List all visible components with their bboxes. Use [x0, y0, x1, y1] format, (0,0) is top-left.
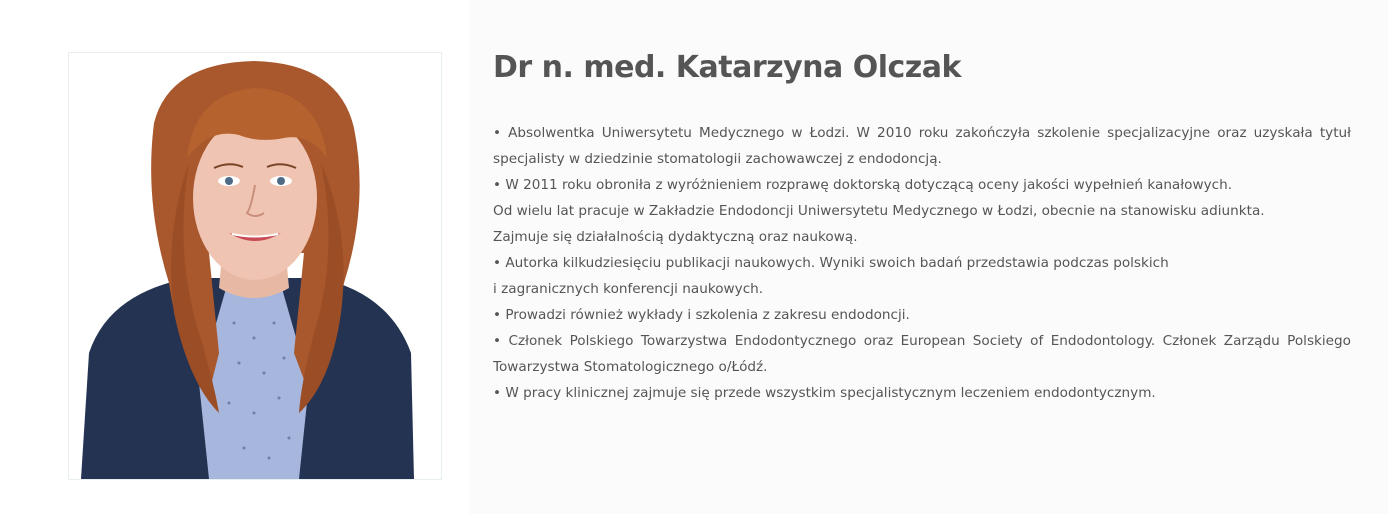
bio-line: • W pracy klinicznej zajmuje się przede wszystkim specjalistycznym leczeniem endodontycznym.	[493, 385, 1156, 401]
portrait-illustration	[69, 53, 441, 479]
bio-line: • Absolwentka Uniwersytetu Medycznego w Łodzi. W 2010 roku zakończyła szkolenie specjalizacyjne oraz uzyskała tytuł specjalisty w dziedzinie stomatologii zachowawczej z endodoncją.	[493, 125, 1351, 167]
bio-line: Zajmuje się działalnością dydaktyczną oraz naukową.	[493, 229, 858, 245]
bio-line: • Prowadzi również wykłady i szkolenia z zakresu endodoncji.	[493, 307, 910, 323]
bio-line: i zagranicznych konferencji naukowych.	[493, 281, 764, 297]
bio-line: • W 2011 roku obroniła z wyróżnieniem rozprawę doktorską dotyczącą oceny jakości wypełnień kanałowych.	[493, 177, 1233, 193]
bio-text	[493, 120, 1351, 406]
photo-column	[0, 0, 469, 514]
bio-line: Od wielu lat pracuje w Zakładzie Endodoncji Uniwersytetu Medycznego w Łodzi, obecnie na stanowisku adiunkta.	[493, 203, 1265, 219]
doctor-photo	[68, 52, 442, 480]
bio-line: • Członek Polskiego Towarzystwa Endodontycznego oraz European Society of Endodontology. Członek Zarządu Polskiego Towarzystwa Stomatologicznego o/Łódź.	[493, 333, 1351, 375]
bio-line: • Autorka kilkudziesięciu publikacji naukowych. Wyniki swoich badań przedstawia podczas polskich	[493, 255, 1169, 271]
doctor-name-heading: Dr n. med. Katarzyna Olczak	[493, 50, 961, 85]
bio-column	[469, 0, 1388, 514]
